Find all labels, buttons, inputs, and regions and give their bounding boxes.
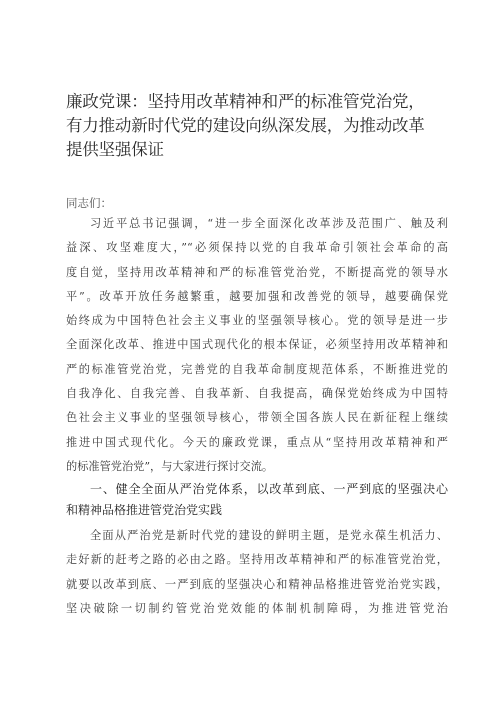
paragraph-line: 全面从严治党是新时代党的建设的鲜明主题，是党永葆生机活力、 bbox=[90, 529, 448, 542]
paragraph-line: 的标准管党治党”，与大家进行探讨交流。 bbox=[66, 459, 274, 473]
paragraph-line: 坚决破除一切制约管党治党效能的体制机制障碍，为推进管党治 bbox=[66, 601, 448, 615]
paragraph-line: 自我净化、自我完善、自我革新、自我提高，确保党始终成为中国特 bbox=[66, 387, 448, 401]
heading-line: 一、健全全面从严治党体系，以改革到底、一严到底的坚强决心 bbox=[90, 482, 448, 496]
section-paragraph bbox=[66, 524, 448, 621]
paragraph-line: 走好新的赶考之路的必由之路。坚持用改革精神和严的标准管党治党， bbox=[66, 553, 448, 567]
paragraph-line: 全面深化改革、推进中国式现代化的根本保证，必须坚持用改革精神和 bbox=[66, 338, 448, 352]
paragraph-line: 就要以改革到底、一严到底的坚强决心和精神品格推进管党治党实践， bbox=[66, 577, 448, 591]
paragraph-line: 严的标准管党治党，完善党的自我革命制度规范体系，不断推进党的 bbox=[66, 362, 448, 376]
title-line: 提供坚强保证 bbox=[66, 140, 164, 159]
title-line: 廉政党课：坚持用改革精神和严的标准管党治党， bbox=[66, 92, 425, 111]
paragraph-line: 色社会主义事业的坚强领导核心，带领全国各族人民在新征程上继续 bbox=[66, 411, 448, 425]
paragraph-line: 度自觉，坚持用改革精神和严的标准管党治党，不断提高党的领导水 bbox=[66, 265, 448, 279]
section-heading bbox=[66, 479, 448, 521]
greeting: 同志们： bbox=[66, 196, 112, 210]
paragraph-line: 益深、攻坚难度大，”“必须保持以党的自我革命引领社会革命的高 bbox=[66, 241, 448, 255]
document-title bbox=[66, 90, 462, 162]
paragraph-line: 习近平总书记强调，“进一步全面深化改革涉及范围广、触及利 bbox=[90, 217, 448, 230]
intro-paragraph bbox=[66, 212, 448, 479]
title-line: 有力推动新时代党的建设向纵深发展，为推动改革 bbox=[66, 116, 425, 135]
paragraph-line: 推进中国式现代化。今天的廉政党课，重点从“坚持用改革精神和严 bbox=[66, 435, 448, 449]
paragraph-line: 始终成为中国特色社会主义事业的坚强领导核心。党的领导是进一步 bbox=[66, 314, 448, 328]
heading-line: 和精神品格推进管党治党实践 bbox=[66, 503, 223, 517]
paragraph-line: 平”。改革开放任务越繁重，越要加强和改善党的领导，越要确保党 bbox=[66, 289, 448, 303]
